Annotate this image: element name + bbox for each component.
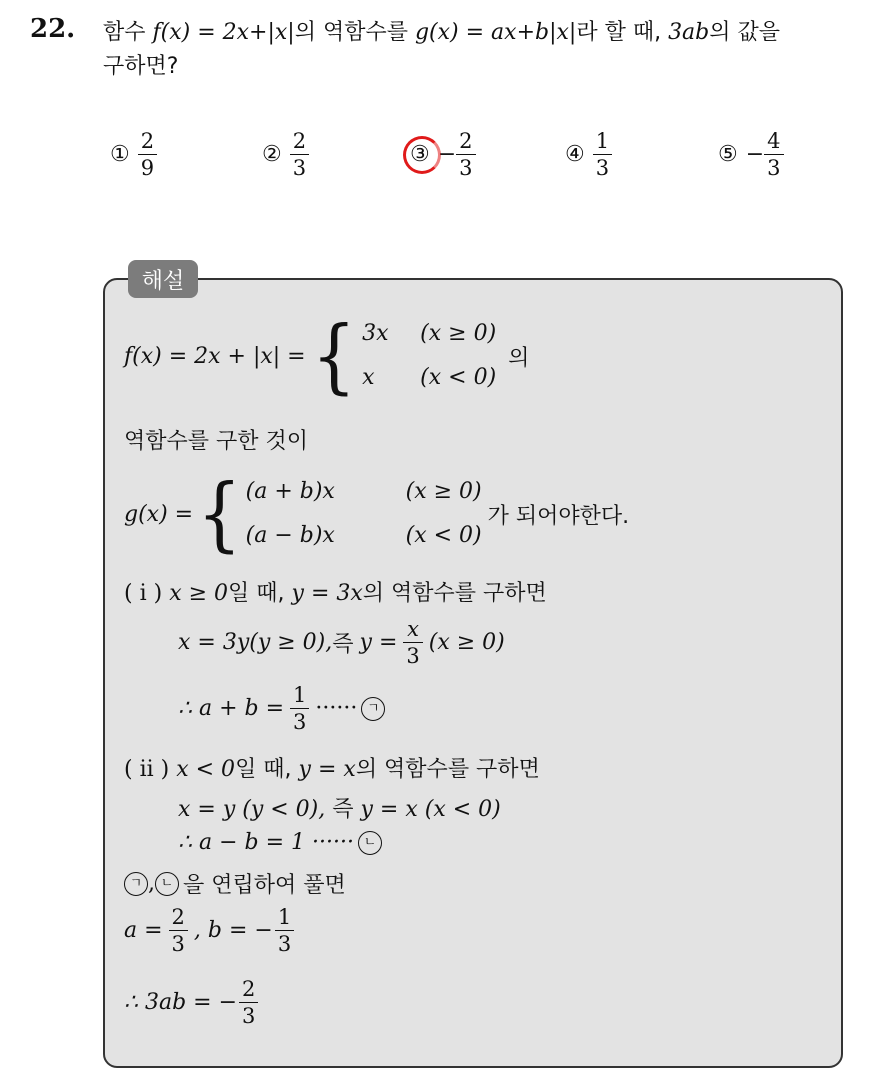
circled-giyeok-marker: ㄱ [124,872,148,896]
choice-4-fraction: $\frac{1}{3}$ [593,128,612,181]
circled-nieun-marker: ㄴ [358,831,382,855]
choice-3-fraction: $\frac{2}{3}$ [456,128,475,181]
choice-4[interactable]: ④ $\frac{1}{3}$ [565,128,612,181]
question-line-1: 함수 f(x) = 2x+|x|의 역함수를 g(x) = ax+b|x|라 할 때, 3ab의 값을 [103,20,781,45]
choice-1[interactable]: ① $\frac{2}{9}$ [110,128,157,181]
case-i-heading: ( i ) x ≥ 0일 때, y = 3x의 역함수를 구하면 [124,581,547,606]
inverse-text: 역함수를 구한 것이 [124,429,309,454]
left-brace: { [311,308,357,404]
answer-circle-mark [403,136,441,174]
case-ii-step1: x = y (y < 0), 즉 y = x (x < 0) [178,797,501,822]
answer-values: a = $\frac{2}{3}$ , b = − $\frac{1}{3}$ [124,904,294,957]
question-number: 22. [30,14,76,44]
choice-2-fraction: $\frac{2}{3}$ [290,128,309,181]
left-brace: { [197,466,242,562]
circled-nieun-marker: ㄴ [155,872,179,896]
case-i-step1: x = 3y(y ≥ 0), 즉 y = $\frac{x}{3}$ (x ≥ 0) [178,617,505,668]
question-text [103,16,873,84]
case-ii-step2: ∴ a − b = 1 ······ ㄴ [178,830,382,855]
solve-text: ㄱ , ㄴ 을 연립하여 풀면 [124,868,346,899]
case-ii-heading: ( ii ) x < 0일 때, y = x의 역함수를 구하면 [124,757,540,782]
f-piecewise: f(x) = 2x + |x| = { 3x (x ≥ 0) x (x < 0) 의 [124,308,530,404]
choice-5-fraction: $\frac{4}{3}$ [764,128,783,181]
final-answer: ∴ 3ab = − $\frac{2}{3}$ [124,976,258,1029]
choice-5[interactable]: ⑤ − $\frac{4}{3}$ [718,128,784,181]
circled-giyeok-marker: ㄱ [361,697,385,721]
g-piecewise: g(x) = { (a + b)x (x ≥ 0) (a − b)x (x < 0) 가 되어야한다. [124,466,630,562]
choice-3[interactable]: ③ − $\frac{2}{3}$ [410,128,476,181]
choice-1-fraction: $\frac{2}{9}$ [138,128,157,181]
solution-badge: 해설 [128,260,198,298]
case-i-step2: ∴ a + b = $\frac{1}{3}$ ······ ㄱ [178,682,385,735]
question-line-2: 구하면? [103,54,179,79]
choice-2[interactable]: ② $\frac{2}{3}$ [262,128,309,181]
